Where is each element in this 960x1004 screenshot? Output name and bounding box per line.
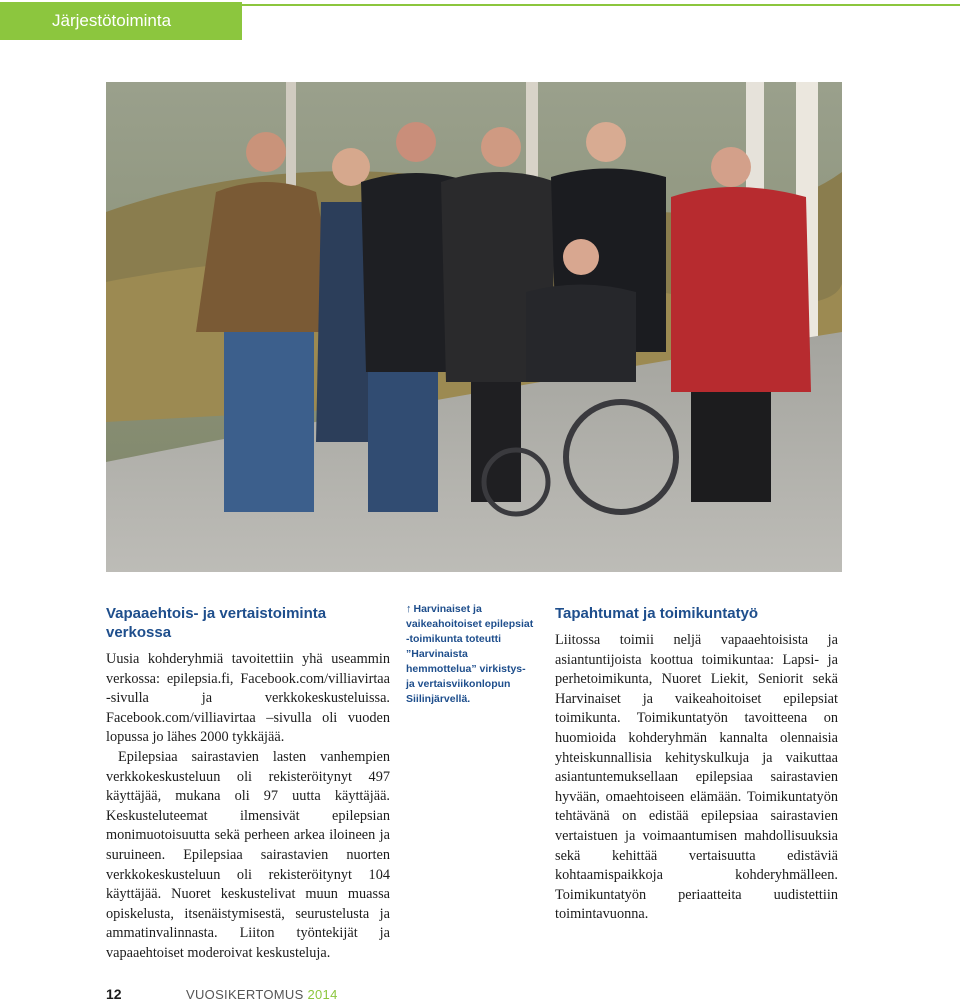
group-photo-illustration bbox=[106, 82, 842, 572]
publication-year: 2014 bbox=[307, 987, 338, 1002]
photo-caption bbox=[406, 602, 536, 707]
publication-title bbox=[186, 987, 338, 1002]
group-photo bbox=[106, 82, 842, 572]
arrow-up-icon: ↑ bbox=[406, 603, 412, 615]
right-paragraph-1: Liitossa toimii neljä vapaaehtoisista ja asiantuntijoista koottua toimikuntaa: Lapsi- ja perhetoimikunta, Nuoret Liekit, Seniorit sekä Harvinaiset ja vaikeahoitoiset epilepsiat toimikunta. Toimikuntatyön tavoitteena on huomioida kohderyhmän kannalta olennaisia yhteiskunnallisia kehityskulkuja ja vaikuttaa asiantuntemuksellaan epilepsiaa sairastavien hyvään, omaehtoiseen elämään. Toimikuntatyön tehtävänä on edistää epilepsiaa sairastavien vertaistuen ja voimaantumisen mahdollisuuksia sekä kehittää vertaisuutta edistäviä kohtaamispaikkoja kohderyhmälleen. Toimikuntatyön periaatteita uudistettiin toimintavuonna. bbox=[555, 632, 838, 923]
page-number: 12 bbox=[106, 986, 122, 1002]
left-paragraph-1: Uusia kohderyhmiä tavoitettiin yhä useammin verkossa: epilepsia.fi, Facebook.com/villiavirtaa -sivulla ja verkkokeskusteluissa. Facebook.com/villiavirtaa –sivulla oli vuoden lopussa jo lähes 2000 tykkäjää. bbox=[106, 651, 390, 746]
publication-name: VUOSIKERTOMUS bbox=[186, 987, 304, 1002]
right-column bbox=[555, 604, 838, 925]
top-rule bbox=[242, 4, 960, 6]
section-tab bbox=[0, 2, 242, 40]
left-paragraph-2: Epilepsiaa sairastavien lasten vanhempien verkkokeskusteluun oli rekisteröitynyt 497 käyttäjää, mukana oli 97 uutta käyttäjää. Keskusteluteemat ilmensivät epilepsian monimuotoisuutta sekä perheen arkea iloineen ja suruineen. Epilepsiaa sairastavien nuorten verkkokeskusteluun oli rekisteröitynyt 104 käyttäjää. Nuoret keskustelivat muun muassa opiskelusta, itsenäistymisestä, seurustelusta ja ammatinvalinnasta. Liiton työntekijät ja vapaaehtoiset moderoivat keskusteluja. bbox=[106, 748, 390, 961]
left-column bbox=[106, 604, 390, 964]
section-title: Järjestötoiminta bbox=[52, 11, 172, 30]
right-column-heading: Tapahtumat ja toimikuntatyö bbox=[555, 605, 759, 622]
left-column-heading: Vapaaehtois- ja vertaistoiminta verkossa bbox=[106, 605, 327, 641]
caption-text: Harvinaiset ja vaikeahoitoiset epilepsiat -toimikunta toteutti ”Harvinaista hemmottelua” virkistys- ja vertaisviikonlopun Siilinjärvellä. bbox=[406, 603, 534, 705]
